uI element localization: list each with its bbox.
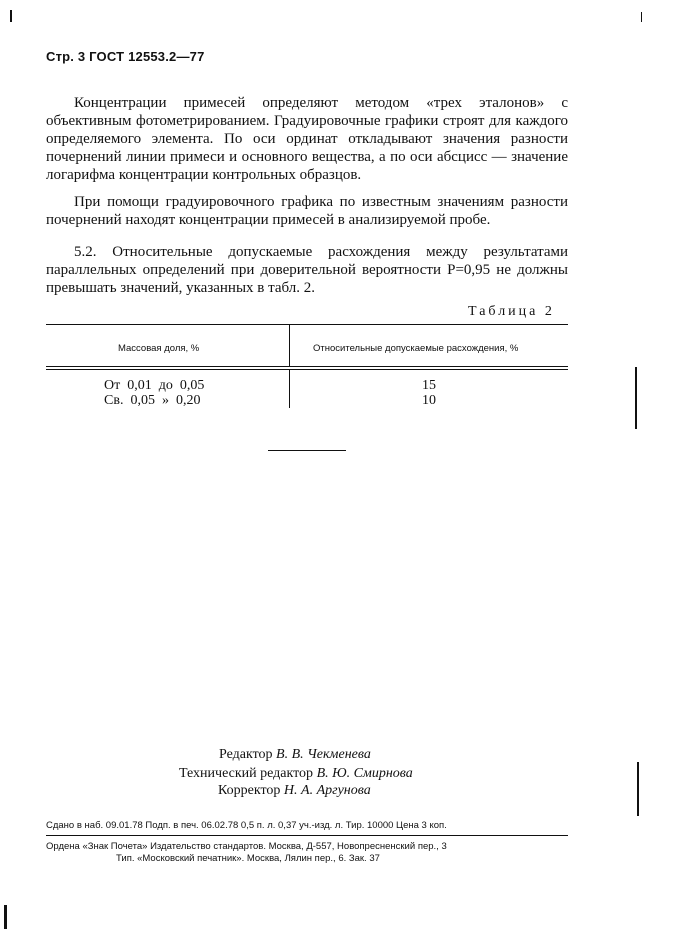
table-header-mass: Массовая доля, % xyxy=(118,343,200,354)
table-row: От 0,01 до 0,05 xyxy=(104,378,205,393)
credits-proofreader xyxy=(218,782,371,799)
scan-mark xyxy=(4,905,7,929)
imprint-line-1: Сдано в наб. 09.01.78 Подп. в печ. 06.02.78 0,5 п. л. 0,37 уч.-изд. л. Тир. 10000 Цена 3 коп. xyxy=(46,820,447,831)
imprint-line-3: Тип. «Московский печатник». Москва, Лялин пер., 6. Зак. 37 xyxy=(116,853,380,864)
table-cell-value: 15 xyxy=(422,378,436,393)
table-column-divider xyxy=(289,324,290,366)
credits-tech-editor xyxy=(179,765,413,782)
paragraph-3-text: 5.2. Относительные допускаемые расхождения между результатами параллельных определений при доверительной вероятности P=0,95 не должны превышать значений, указанных в табл. 2. xyxy=(46,244,568,296)
table-header-rule-2 xyxy=(46,369,568,370)
table-caption: Таблица 2 xyxy=(468,304,555,319)
paragraph-2-text: При помощи градуировочного графика по известным значениям разности почернений находят концентрации примесей в анализируемой пробе. xyxy=(46,194,568,228)
table-column-divider-body xyxy=(289,370,290,408)
page-header: Стр. 3 ГОСТ 12553.2—77 xyxy=(46,49,205,64)
proofreader-label: Корректор xyxy=(218,783,281,798)
scan-mark xyxy=(637,762,639,816)
paragraph-2 xyxy=(46,193,568,229)
table-header-deviation: Относительные допускаемые расхождения, % xyxy=(313,343,519,354)
scan-mark xyxy=(635,367,637,429)
paragraph-1 xyxy=(46,94,568,184)
paragraph-3 xyxy=(46,243,568,297)
imprint-line-2: Ордена «Знак Почета» Издательство стандартов. Москва, Д-557, Новопресненский пер., 3 xyxy=(46,841,447,852)
table-cell-value: 10 xyxy=(422,393,436,408)
paragraph-1-text: Концентрации примесей определяют методом «трех эталонов» с объективным фотометрированием. Градуировочные графики строят для каждого определяемого элемента. По оси ординат откладывают значения разности почернений линии примеси и основного вещества, а по оси абсцисс — значение логарифма концентрации контрольных образцов. xyxy=(46,95,568,183)
table-row: Св. 0,05 » 0,20 xyxy=(104,393,201,408)
table-top-rule xyxy=(46,324,568,325)
imprint-rule xyxy=(46,835,568,836)
table-header-rule xyxy=(46,366,568,367)
scan-mark xyxy=(10,10,12,22)
tech-editor-label: Технический редактор xyxy=(179,766,314,781)
editor-name: В. В. Чекменева xyxy=(276,747,371,762)
editor-label: Редактор xyxy=(219,747,273,762)
proofreader-name: Н. А. Аргунова xyxy=(283,783,371,798)
section-divider xyxy=(268,450,346,451)
credits-editor xyxy=(219,746,371,763)
tech-editor-name: В. Ю. Смирнова xyxy=(316,766,413,781)
scan-mark xyxy=(641,12,642,22)
